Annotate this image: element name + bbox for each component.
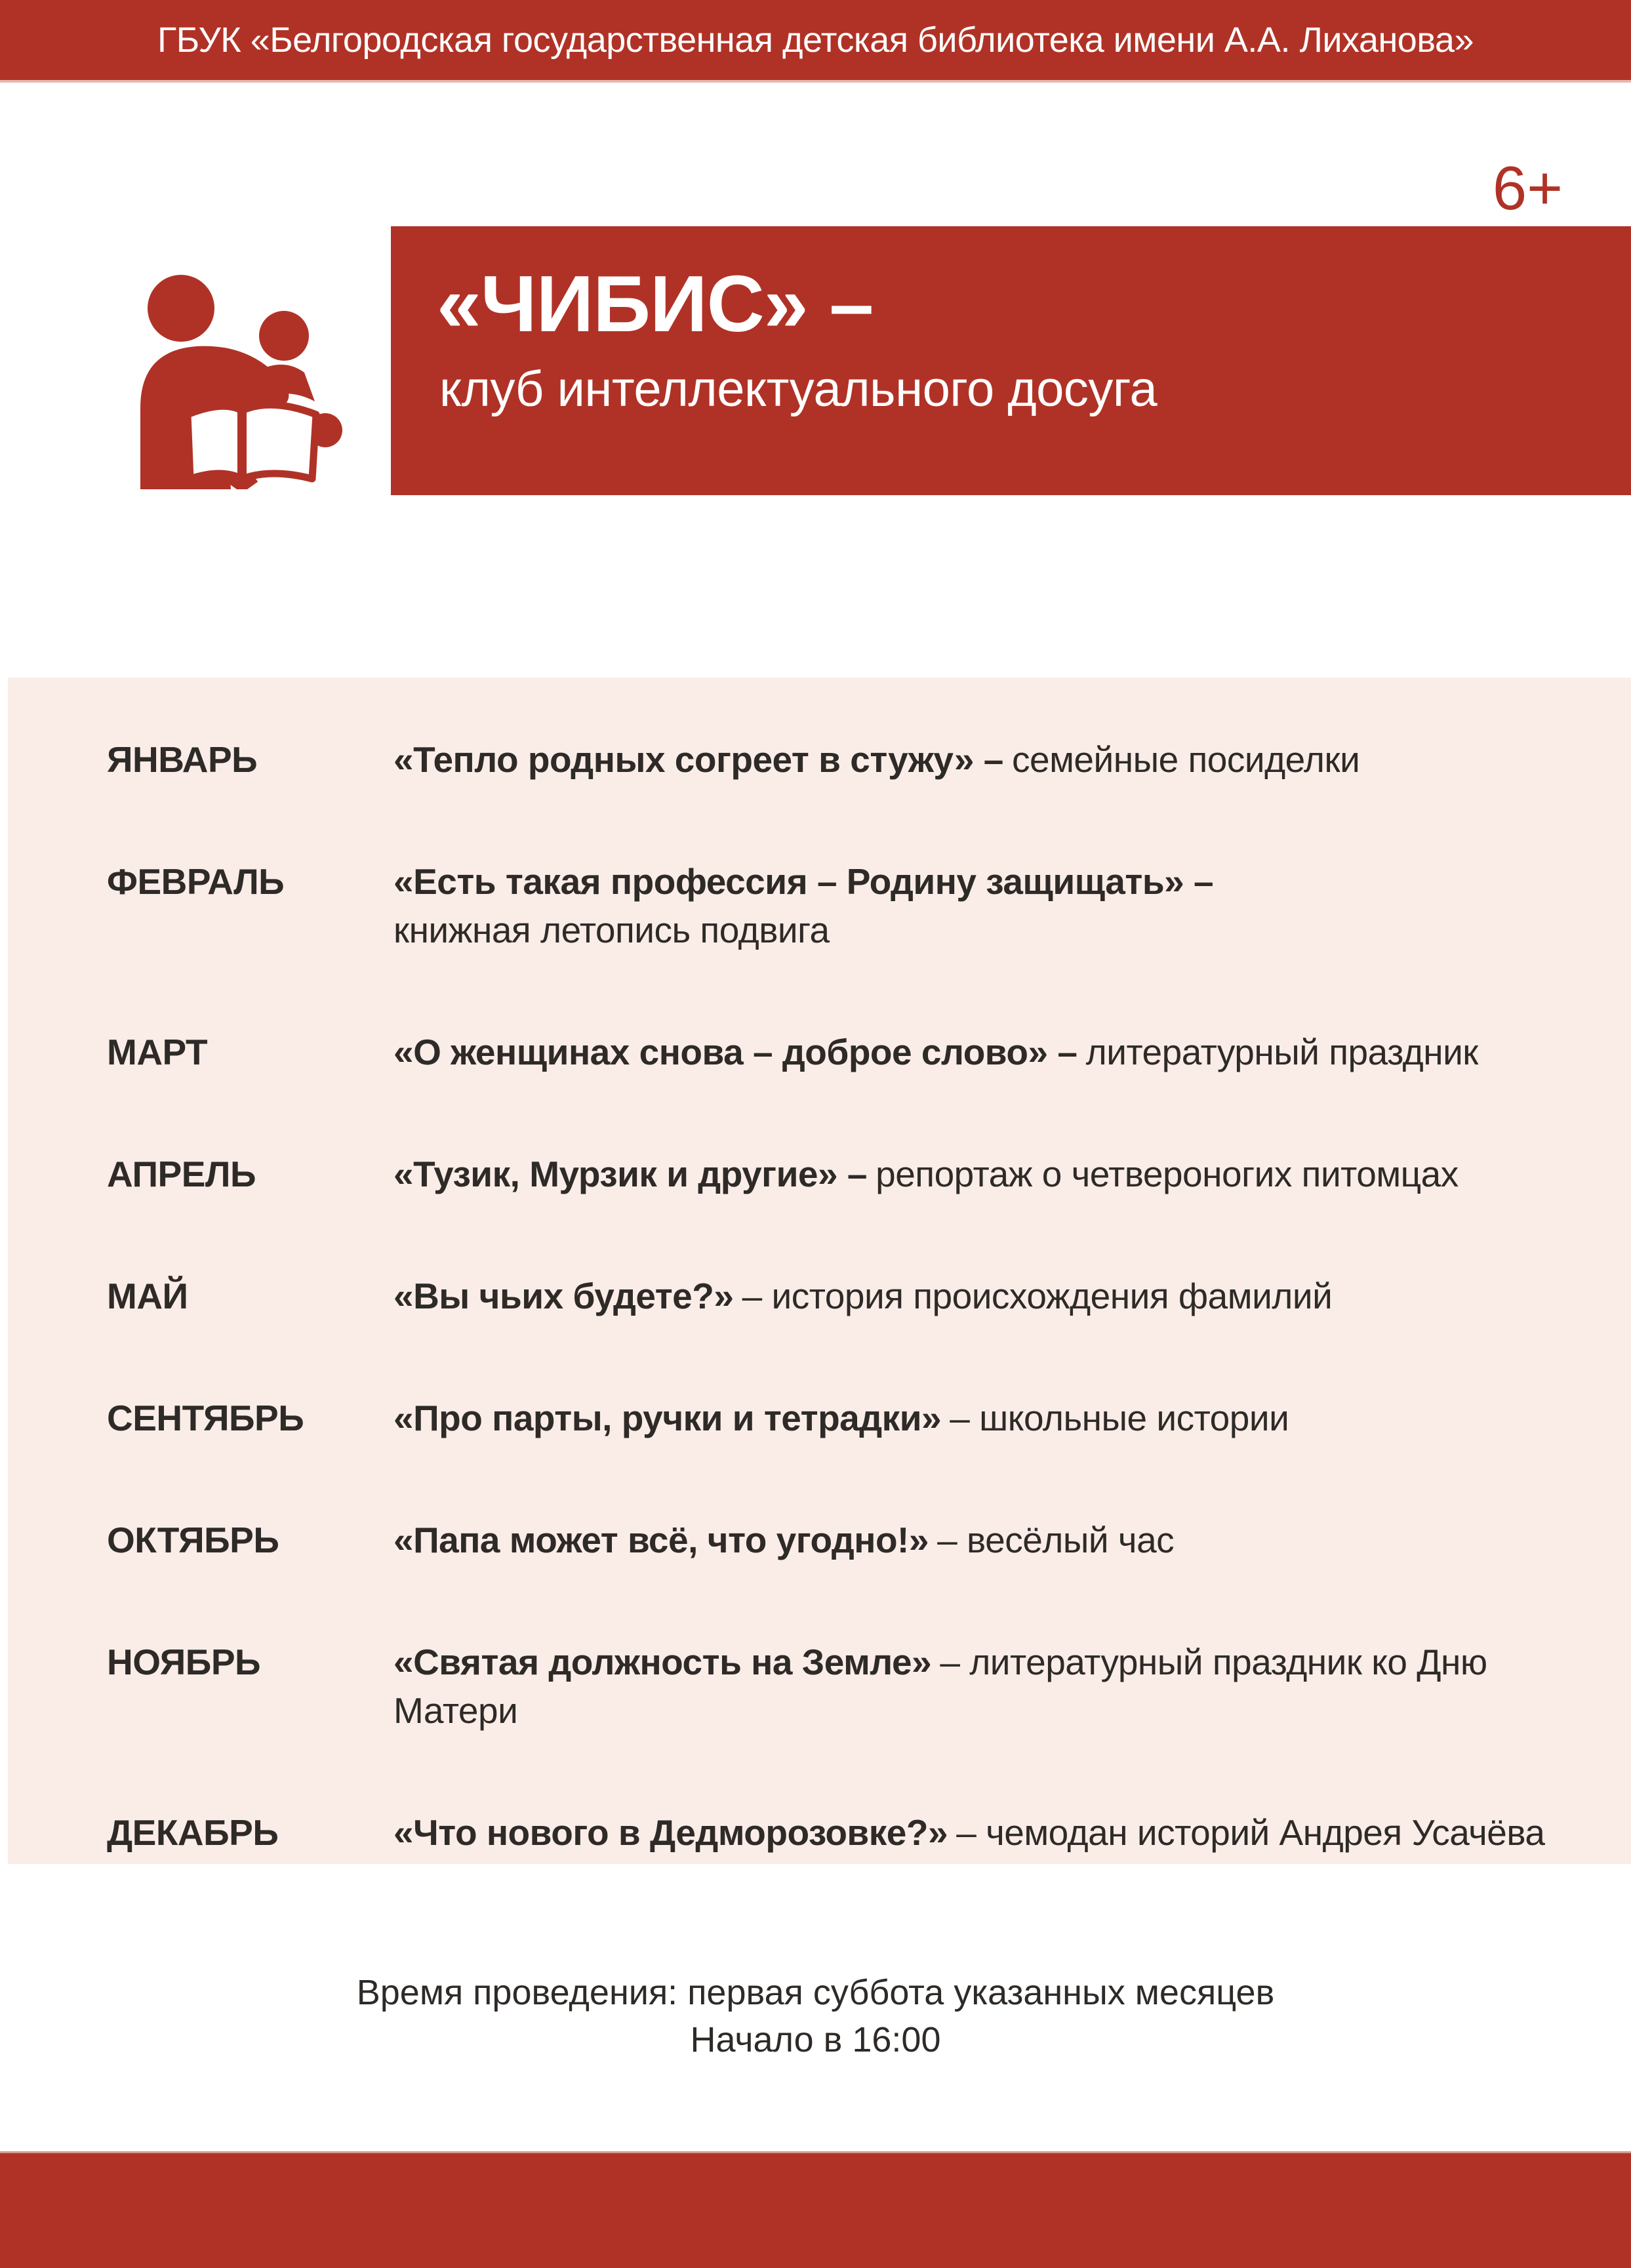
event-desc: семейные посиделки <box>1011 739 1360 780</box>
month-label: АПРЕЛЬ <box>107 1154 256 1194</box>
event-title: «Святая должность на Земле» <box>393 1642 932 1682</box>
schedule-row <box>107 1394 1605 1442</box>
library-banner <box>0 0 1631 83</box>
club-subtitle: клуб интеллектуального досуга <box>439 361 1158 417</box>
event-title: «Есть такая профессия – Родину защищать» – <box>393 861 1214 902</box>
event-text <box>393 1808 1605 1857</box>
schedule-note <box>0 1969 1631 2063</box>
event-title: «Тузик, Мурзик и другие» – <box>393 1154 867 1194</box>
month-label: СЕНТЯБРЬ <box>107 1398 304 1438</box>
club-name-title: «ЧИБИС» – <box>437 259 874 348</box>
age-rating-badge: 6+ <box>1492 153 1563 222</box>
month-label: ФЕВРАЛЬ <box>107 861 285 902</box>
schedule-row <box>107 1808 1605 1857</box>
event-title: «О женщинах снова – доброе слово» – <box>393 1032 1077 1072</box>
month-label: МАЙ <box>107 1276 188 1316</box>
event-desc: – литературный праздник ко Дню Матери <box>393 1642 1487 1731</box>
schedule-row <box>107 1150 1605 1198</box>
event-title: «Что нового в Дедморозовке?» <box>393 1812 948 1853</box>
month-label: ОКТЯБРЬ <box>107 1520 279 1560</box>
month-label: НОЯБРЬ <box>107 1642 261 1682</box>
event-text <box>393 1638 1605 1735</box>
event-title: «Про парты, ручки и тетрадки» <box>393 1398 942 1438</box>
event-title: «Вы чьих будете?» <box>393 1276 734 1316</box>
note-line-1: Время проведения: первая суббота указанных месяцев <box>356 1973 1275 2012</box>
event-text <box>393 1028 1605 1076</box>
footer-bar <box>0 2151 1631 2268</box>
event-desc: – чемодан историй Андрея Усачёва <box>956 1812 1545 1853</box>
schedule-row <box>107 735 1605 784</box>
month-label: МАРТ <box>107 1032 208 1072</box>
event-text <box>393 1150 1605 1198</box>
library-name: ГБУК «Белгородская государственная детская библиотека имени А.А. Лиханова» <box>157 20 1474 60</box>
event-text <box>393 857 1605 954</box>
schedule-row <box>107 1516 1605 1564</box>
event-desc: репортаж о четвероногих питомцах <box>876 1154 1459 1194</box>
schedule-row <box>107 1272 1605 1320</box>
schedule-row <box>107 857 1605 954</box>
event-desc: – история происхождения фамилий <box>742 1276 1333 1316</box>
schedule-row <box>107 1028 1605 1076</box>
adult-and-child-reading-book-icon <box>130 270 354 489</box>
event-title: «Тепло родных согреет в стужу» – <box>393 739 1003 780</box>
event-desc: – весёлый час <box>937 1520 1175 1560</box>
month-label: ДЕКАБРЬ <box>107 1812 279 1853</box>
event-desc: литературный праздник <box>1085 1032 1478 1072</box>
note-line-2: Начало в 16:00 <box>690 2020 941 2059</box>
event-title: «Папа может всё, что угодно!» <box>393 1520 929 1560</box>
event-text <box>393 1272 1605 1320</box>
schedule-panel <box>8 678 1631 1864</box>
schedule-row <box>107 1638 1605 1735</box>
month-label: ЯНВАРЬ <box>107 739 258 780</box>
club-title-block <box>391 226 1631 495</box>
event-text <box>393 1516 1605 1564</box>
event-desc: книжная летопись подвига <box>393 910 830 950</box>
event-text <box>393 1394 1605 1442</box>
event-desc: – школьные истории <box>950 1398 1289 1438</box>
event-text <box>393 735 1605 784</box>
